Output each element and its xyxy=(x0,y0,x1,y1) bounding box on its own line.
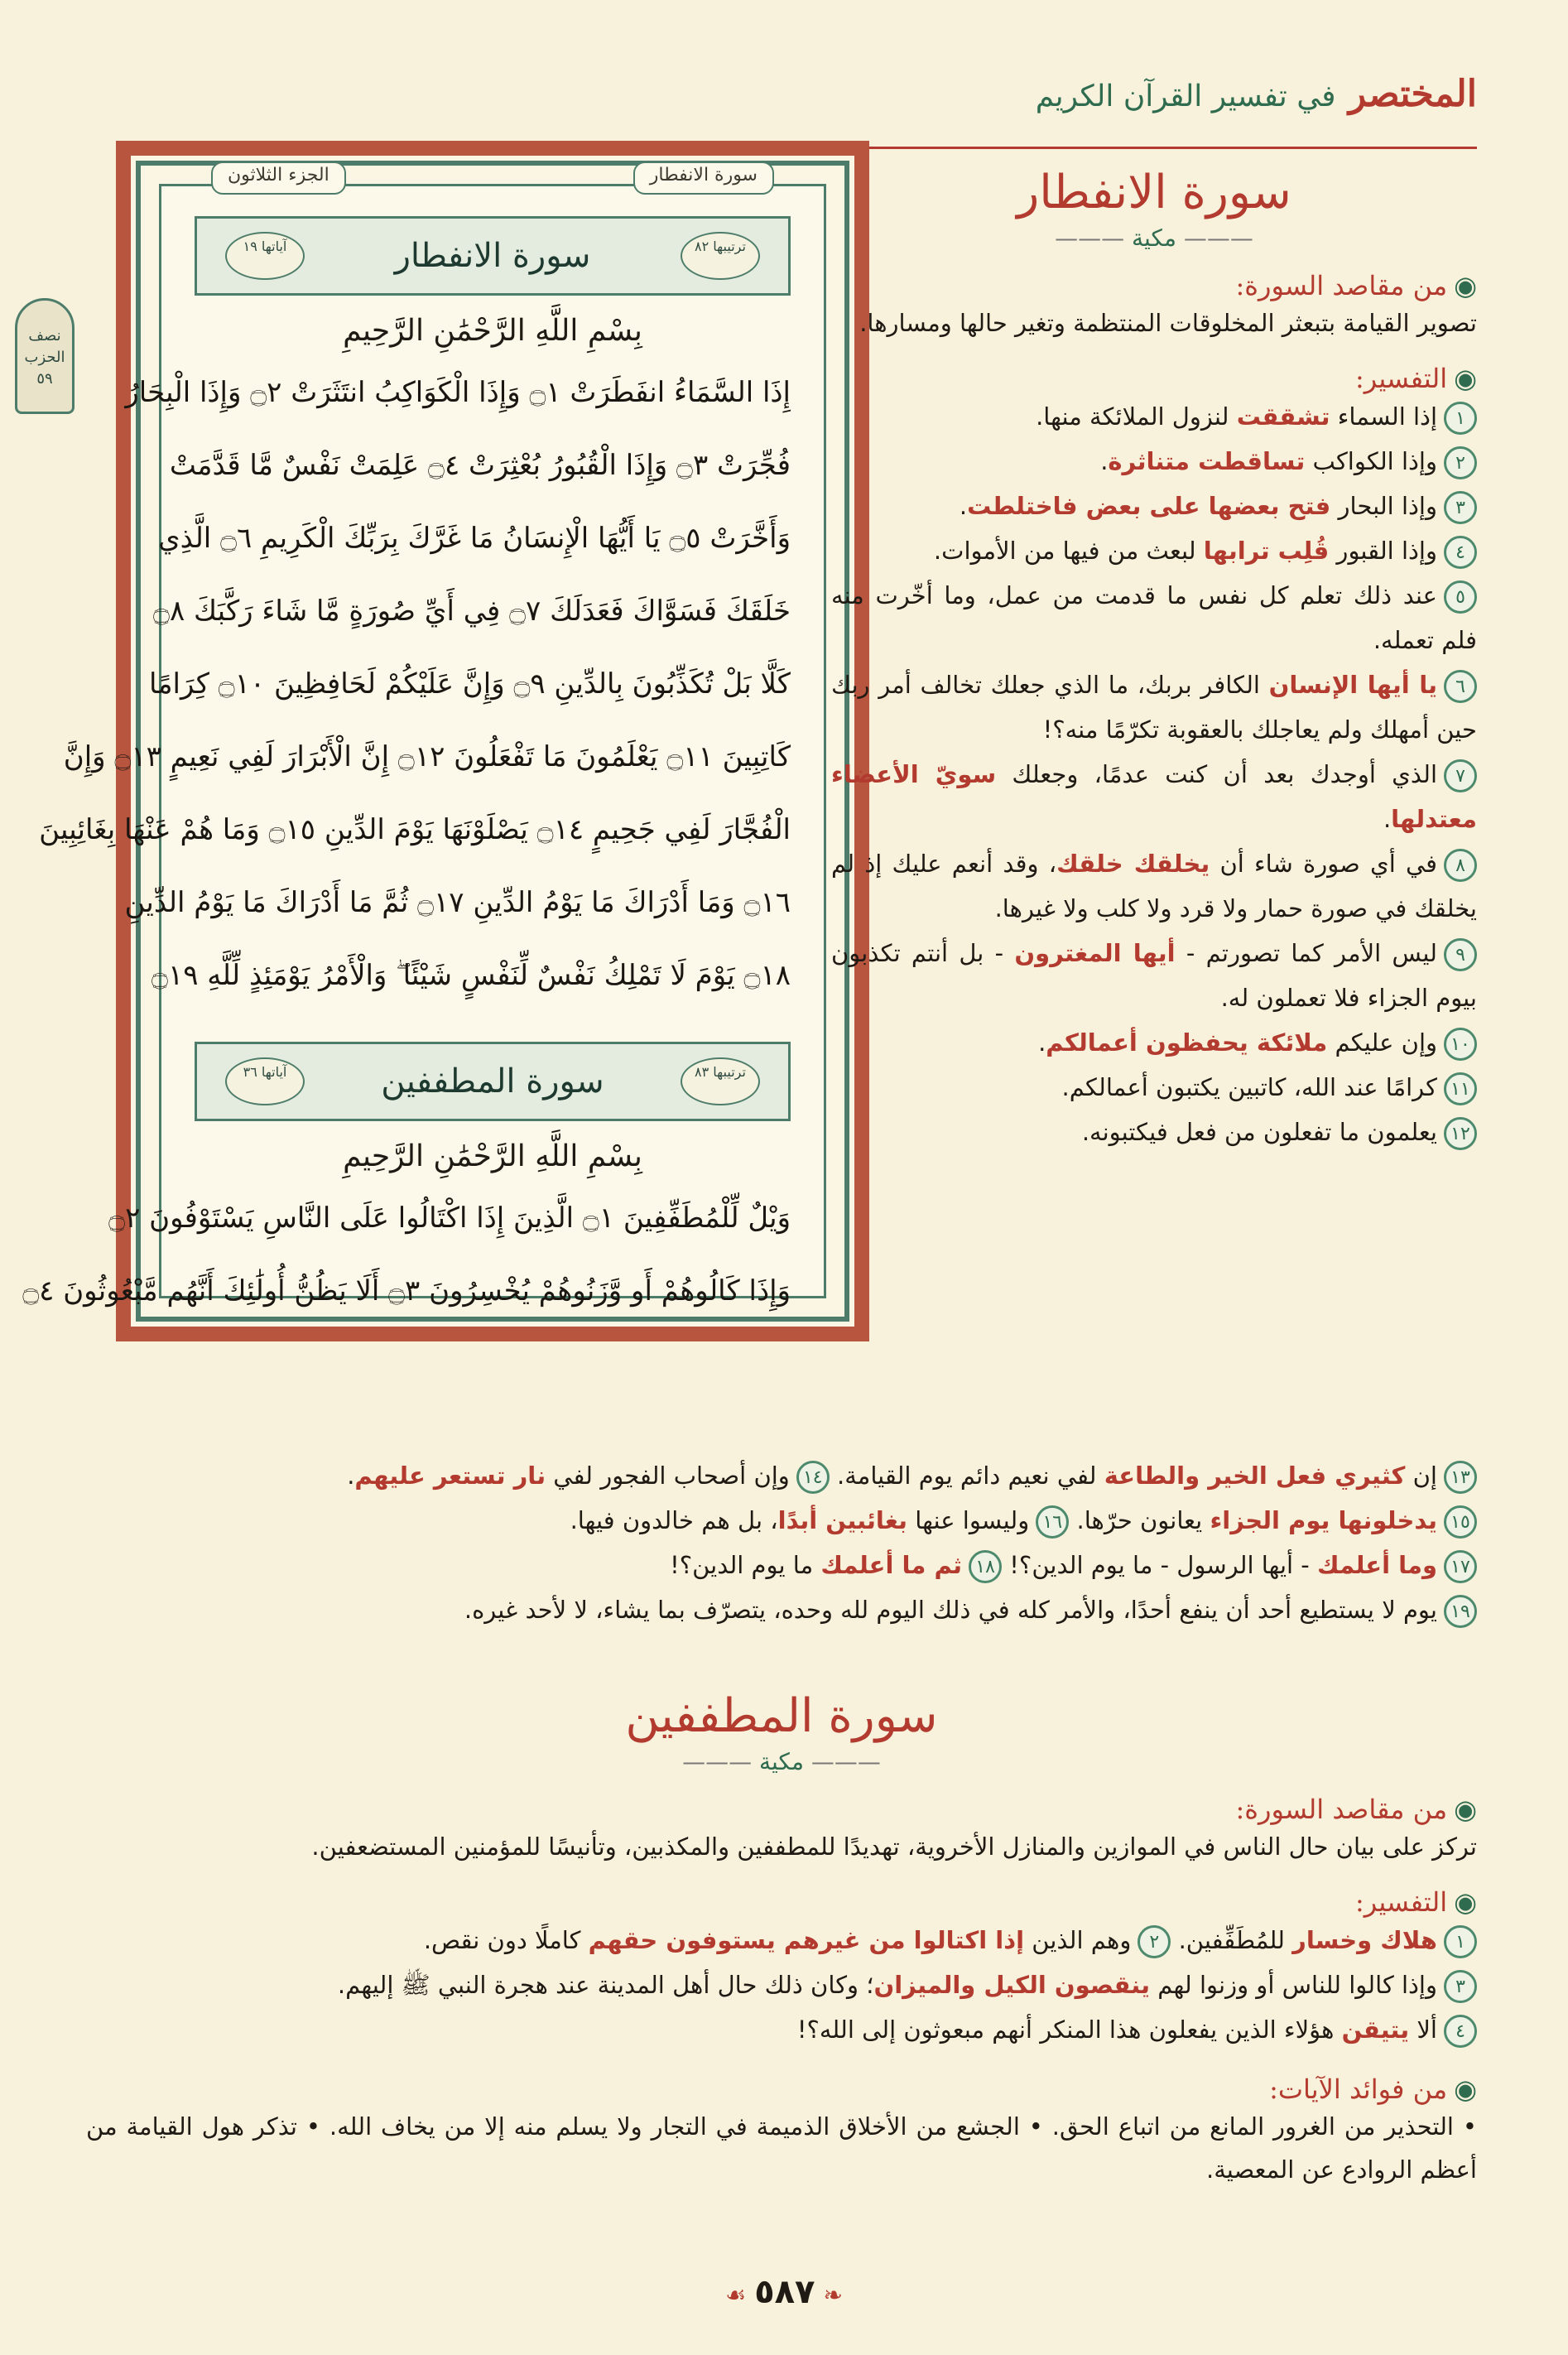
entry-text: لفي نعيم دائم يوم القيامة. xyxy=(837,1462,1104,1490)
entry-text: - بل أنتم تكذبون بيوم الجزاء فلا تعملون له. xyxy=(831,939,1477,1012)
entry-highlight: تشققت xyxy=(1236,402,1330,431)
tafsir-entry xyxy=(86,1962,1477,2007)
entry-text: ليس الأمر كما تصورتم - xyxy=(1175,939,1437,967)
surah-heading: سورة المطففين xyxy=(625,1689,938,1743)
section-label-text: من فوائد الآيات: xyxy=(1269,2073,1448,2105)
tafsir-entry xyxy=(831,394,1477,439)
ayah-number-badge: ١ xyxy=(1444,402,1477,435)
ayah-number-badge: ١٨ xyxy=(969,1550,1002,1583)
entry-highlight: ثم ما أعلمك xyxy=(820,1551,963,1579)
entry-text: وإذا البحار xyxy=(1330,492,1437,520)
section-label-text: التفسير: xyxy=(1354,1886,1448,1918)
entry-text: وإذا الكواكب xyxy=(1305,447,1437,475)
entry-highlight: هلاك وخسار xyxy=(1292,1926,1437,1954)
ornament-icon: ☙ xyxy=(725,2281,747,2309)
tafsir-entry xyxy=(831,573,1477,662)
fawaid-text: • التحذير من الغرور المانع من اتباع الحق. • الجشع من الأخلاق الذميمة في التجار ولا يسلم منه إلا من يخاف الله. • تذكر هول القيامة من أعظم الروادع عن المعصية. xyxy=(86,2112,1477,2184)
ayah-line: ۝١٨ يَوْمَ لَا تَمْلِكُ نَفْسٌ لِّنَفْسٍ شَيْئًا ۖ وَالْأَمْرُ يَوْمَئِذٍ لِّلَّهِ ۝١٩ xyxy=(152,959,791,992)
hizb-marker-half: نصف xyxy=(28,327,61,344)
tafsir-entry xyxy=(831,841,1477,931)
entry-highlight: قُلِب ترابها xyxy=(1203,537,1330,565)
ayah-line: فُجِّرَتْ ۝٣ وَإِذَا الْقُبُورُ بُعْثِرَتْ ۝٤ عَلِمَتْ نَفْسٌ مَّا قَدَّمَتْ xyxy=(169,449,791,482)
tafsir-wide-entries xyxy=(86,1453,1477,1632)
ayah-number-badge: ١٠ xyxy=(1444,1028,1477,1061)
tafsir-entries xyxy=(86,1918,1477,2052)
tafsir-entry xyxy=(831,662,1477,752)
book-title-rest: في تفسير القرآن الكريم xyxy=(1035,79,1336,113)
ayah-number-badge: ٥ xyxy=(1444,580,1477,614)
section-label-maqasid xyxy=(86,1794,1477,1825)
tafsir-entry xyxy=(831,484,1477,528)
section-label-maqasid xyxy=(831,270,1477,301)
ayah-number-badge: ٦ xyxy=(1444,670,1477,703)
entry-text: وإذا القبور xyxy=(1329,537,1437,565)
ayah-number-badge: ٢ xyxy=(1444,446,1477,479)
tafsir-wide-list xyxy=(86,1453,1477,1632)
section-label-text: التفسير: xyxy=(1354,363,1448,394)
maqasid-text: تصوير القيامة بتبعثر المخلوقات المنتظمة وتغير حالها ومسارها. xyxy=(859,309,1477,337)
ayah-number-badge: ٩ xyxy=(1444,938,1477,971)
basmala: بِسْمِ اللَّهِ الرَّحْمَٰنِ الرَّحِيمِ xyxy=(343,314,642,348)
entry-highlight: تساقطت متناثرة xyxy=(1108,447,1306,475)
entry-text: ؛ وكان ذلك حال أهل المدينة عند هجرة النبي ﷺ إليهم. xyxy=(337,1971,874,1999)
ayah-number-badge: ٣ xyxy=(1444,491,1477,524)
mushaf-top-labels xyxy=(161,161,824,195)
entry-highlight: فتح بعضها على بعض فاختلطت xyxy=(967,492,1331,520)
page-header xyxy=(831,58,1477,149)
hizb-marker-number: ٥٩ xyxy=(36,370,53,388)
ayah-number-badge: ١ xyxy=(1444,1925,1477,1958)
tafsir-entries xyxy=(831,394,1477,1154)
spacer xyxy=(1171,1926,1178,1954)
hizb-marker-label: الحزب xyxy=(24,349,65,366)
entry-text: كرامًا عند الله، كاتبين يكتبون أعمالكم. xyxy=(1061,1073,1437,1101)
entry-highlight: إذا اكتالوا من غيرهم يستوفون حقهم xyxy=(588,1926,1025,1954)
ayah-line: وَأَخَّرَتْ ۝٥ يَا أَيُّهَا الْإِنسَانُ مَا غَرَّكَ بِرَبِّكَ الْكَرِيمِ ۝٦ الَّذِي xyxy=(157,522,791,555)
bullet-icon: ◉ xyxy=(1454,2073,1477,2105)
ayah-line: الْفُجَّارَ لَفِي جَحِيمٍ ۝١٤ يَصْلَوْنَهَا يَوْمَ الدِّينِ ۝١٥ وَمَا هُمْ عَنْهَا بِغَائِبِينَ xyxy=(39,813,791,846)
entry-highlight: ملائكة يحفظون أعمالكم xyxy=(1046,1028,1328,1057)
surah-banner-infitar xyxy=(195,216,791,296)
entry-text: . xyxy=(959,492,968,520)
ayah-line: خَلَقَكَ فَسَوَّاكَ فَعَدَلَكَ ۝٧ فِي أَيِّ صُورَةٍ مَّا شَاءَ رَكَّبَكَ ۝٨ xyxy=(153,595,791,628)
ayah-number-badge: ١٥ xyxy=(1444,1505,1477,1539)
entry-text: يوم لا يستطيع أحد أن ينفع أحدًا، والأمر كله في ذلك اليوم لله وحده، يتصرّف بما يشاء، لا لأحد غيره. xyxy=(464,1596,1437,1624)
tafsir-entry xyxy=(86,1918,1477,1962)
entry-text: وإن عليكم xyxy=(1327,1028,1437,1057)
ayah-number-badge: ١٢ xyxy=(1444,1117,1477,1150)
basmala: بِسْمِ اللَّهِ الرَّحْمَٰنِ الرَّحِيمِ xyxy=(343,1139,642,1173)
entry-highlight: وما أعلمك xyxy=(1317,1551,1437,1579)
spacer xyxy=(1002,1551,1009,1579)
tafsir-entry xyxy=(831,752,1477,841)
ayah-line: إِذَا السَّمَاءُ انفَطَرَتْ ۝١ وَإِذَا الْكَوَاكِبُ انتَثَرَتْ ۝٢ وَإِذَا الْبِحَارُ xyxy=(125,376,791,409)
entry-text: يعانون حرّها. xyxy=(1076,1506,1210,1534)
section-label-text: من مقاصد السورة: xyxy=(1235,1794,1448,1825)
ayah-line: وَإِذَا كَالُوهُمْ أَو وَّزَنُوهُمْ يُخْسِرُونَ ۝٣ أَلَا يَظُنُّ أُولَٰئِكَ أَنَّهُم مَّبْعُوثُونَ ۝٤ xyxy=(22,1274,791,1308)
entry-highlight: ينقصون الكيل والميزان xyxy=(873,1971,1151,1999)
entry-highlight: يتيقن xyxy=(1341,2015,1410,2044)
surah-type: ——— مكية ——— xyxy=(831,224,1477,252)
entry-text: في أي صورة شاء أن xyxy=(1210,850,1437,878)
entry-text: يعلمون ما تفعلون من فعل فيكتبونه. xyxy=(1081,1118,1437,1146)
entry-text: ، بل هم خالدون فيها. xyxy=(570,1506,778,1534)
bullet-icon: ◉ xyxy=(1454,363,1477,394)
surah-order: ترتيبها ٨٣ xyxy=(681,1057,760,1105)
entry-highlight: كثيري فعل الخير والطاعة xyxy=(1104,1462,1406,1490)
entry-text: . xyxy=(1038,1028,1046,1057)
tafsir-entry xyxy=(831,1020,1477,1065)
ayah-number-badge: ٤ xyxy=(1444,2015,1477,2048)
bullet-icon: ◉ xyxy=(1454,270,1477,301)
tafsir-entry xyxy=(86,1543,1477,1587)
section-label-text: من مقاصد السورة: xyxy=(1235,270,1448,301)
ornament-icon: ❧ xyxy=(823,2281,843,2309)
entry-text: لبعث من فيها من الأموات. xyxy=(933,537,1204,565)
surah-type: ——— مكية ——— xyxy=(86,1748,1477,1775)
surah-banner-name: سورة الانفطار xyxy=(394,237,591,275)
mushaf-juz-label: الجزء الثلاثون xyxy=(211,161,346,195)
tafsir-entry xyxy=(831,1110,1477,1154)
surah-heading: سورة الانفطار xyxy=(1017,166,1291,219)
ayah-line: كَلَّا بَلْ تُكَذِّبُونَ بِالدِّينِ ۝٩ وَإِنَّ عَلَيْكُمْ لَحَافِظِينَ ۝١٠ كِرَامًا xyxy=(148,667,791,701)
hizb-marker xyxy=(15,298,75,414)
entry-highlight: يخلقك خلقك xyxy=(1056,850,1210,878)
tafsir-entry xyxy=(86,1498,1477,1543)
entry-text: إذا السماء xyxy=(1330,402,1437,431)
section-label-tafsir xyxy=(86,1886,1477,1918)
surah-banner-name: سورة المطففين xyxy=(381,1062,604,1100)
entry-text: وإن أصحاب الفجور لفي xyxy=(546,1462,790,1490)
ayah-number-badge: ١٧ xyxy=(1444,1550,1477,1583)
entry-text: للمُطَفِّفين. xyxy=(1178,1926,1293,1954)
ayah-number-badge: ١٦ xyxy=(1036,1505,1069,1539)
bullet-icon: ◉ xyxy=(1454,1886,1477,1918)
book-title xyxy=(1036,73,1477,115)
ayah-number-badge: ١٣ xyxy=(1444,1461,1477,1494)
entry-text: لنزول الملائكة منها. xyxy=(1036,402,1237,431)
tafsir-entry xyxy=(86,2007,1477,2052)
ayah-line: وَيْلٌ لِّلْمُطَفِّفِينَ ۝١ الَّذِينَ إِذَا اكْتَالُوا عَلَى النَّاسِ يَسْتَوْفُونَ ۝٢ xyxy=(108,1202,791,1235)
surah-order: ترتيبها ٨٢ xyxy=(681,232,760,280)
section-label-fawaid xyxy=(86,2073,1477,2105)
page-footer xyxy=(0,2273,1568,2311)
entry-highlight: بغائبين أبدًا xyxy=(777,1506,908,1534)
surah-banner-mutaffifin xyxy=(195,1042,791,1121)
tafsir-entry xyxy=(831,528,1477,573)
entry-text: ما يوم الدين؟! xyxy=(670,1551,821,1579)
maqasid-text: تركز على بيان حال الناس في الموازين والمنازل الأخروية، تهديدًا للمطففين والمكذبين، وتأنيسًا للمؤمنين المستضعفين. xyxy=(311,1832,1477,1861)
entry-text: كاملًا دون نقص. xyxy=(423,1926,589,1954)
page-number: ٥٨٧ xyxy=(754,2273,815,2311)
entry-text: وهم الذين xyxy=(1024,1926,1132,1954)
mutaffifin-section xyxy=(86,1689,1477,2191)
ayah-number-badge: ٤ xyxy=(1444,536,1477,569)
entry-text: . xyxy=(347,1462,355,1490)
entry-text: هؤلاء الذين يفعلون هذا المنكر أنهم مبعوثون إلى الله؟! xyxy=(796,2015,1342,2044)
ayah-number-badge: ٣ xyxy=(1444,1970,1477,2003)
tafsir-entry xyxy=(831,931,1477,1020)
entry-highlight: نار تستعر عليهم xyxy=(354,1462,546,1490)
tafsir-entry xyxy=(831,439,1477,484)
tafsir-entry xyxy=(86,1587,1477,1632)
spacer xyxy=(830,1462,837,1490)
ayah-number-badge: ١٤ xyxy=(796,1461,830,1494)
tafsir-entry xyxy=(86,1453,1477,1498)
mushaf-surah-label: سورة الانفطار xyxy=(633,161,774,195)
ayah-line: ۝١٦ وَمَا أَدْرَاكَ مَا يَوْمُ الدِّينِ ۝١٧ ثُمَّ مَا أَدْرَاكَ مَا يَوْمُ الدِّينِ xyxy=(124,886,791,919)
entry-text: إن xyxy=(1405,1462,1437,1490)
book-title-main: المختصر xyxy=(1348,73,1477,115)
surah-ayat-count: آياتها ٣٦ xyxy=(225,1057,305,1105)
entry-text: الكافر بربك، ما الذي جعلك تخالف أمر ربك حين أمهلك ولم يعاجلك بالعقوبة تكرّمًا منه؟! xyxy=(831,671,1477,744)
quran-text-mutaffifin xyxy=(22,1182,824,1327)
entry-text: وليسوا عنها xyxy=(907,1506,1030,1534)
ayah-number-badge: ٢ xyxy=(1138,1925,1171,1958)
entry-text: - أيها الرسول - ما يوم الدين؟! xyxy=(1009,1551,1317,1579)
ayah-number-badge: ٨ xyxy=(1444,849,1477,882)
ayah-number-badge: ١٩ xyxy=(1444,1595,1477,1628)
ayah-number-badge: ١١ xyxy=(1444,1072,1477,1105)
entry-text: . xyxy=(1383,805,1392,833)
entry-highlight: أيها المغترون xyxy=(1014,939,1176,967)
tafsir-entry xyxy=(831,1065,1477,1110)
entry-highlight: يدخلونها يوم الجزاء xyxy=(1210,1506,1437,1534)
section-label-tafsir xyxy=(831,363,1477,394)
entry-highlight: يا أيها الإنسان xyxy=(1268,671,1437,699)
ayah-number-badge: ٧ xyxy=(1444,759,1477,792)
entry-text: الذي أوجدك بعد أن كنت عدمًا، وجعلك xyxy=(996,760,1437,788)
entry-highlight: سويّ الأعضاء معتدلها xyxy=(831,760,1477,833)
surah-ayat-count: آياتها ١٩ xyxy=(225,232,305,280)
bullet-icon: ◉ xyxy=(1454,1794,1477,1825)
entry-text: ، وقد أنعم عليك إذ لم يخلقك في صورة حمار ولا قرد ولا كلب ولا غيرها. xyxy=(831,850,1477,922)
entry-text: . xyxy=(1100,447,1109,475)
entry-text: عند ذلك تعلم كل نفس ما قدمت من عمل، وما أخّرت منه فلم تعمله. xyxy=(831,581,1477,654)
tafsir-column xyxy=(831,166,1477,1154)
entry-text: ألا xyxy=(1409,2015,1437,2044)
ayah-line: كَاتِبِينَ ۝١١ يَعْلَمُونَ مَا تَفْعَلُونَ ۝١٢ إِنَّ الْأَبْرَارَ لَفِي نَعِيمٍ ۝١٣ وَإِنَّ xyxy=(63,740,791,773)
entry-text: وإذا كالوا للناس أو وزنوا لهم xyxy=(1150,1971,1437,1999)
